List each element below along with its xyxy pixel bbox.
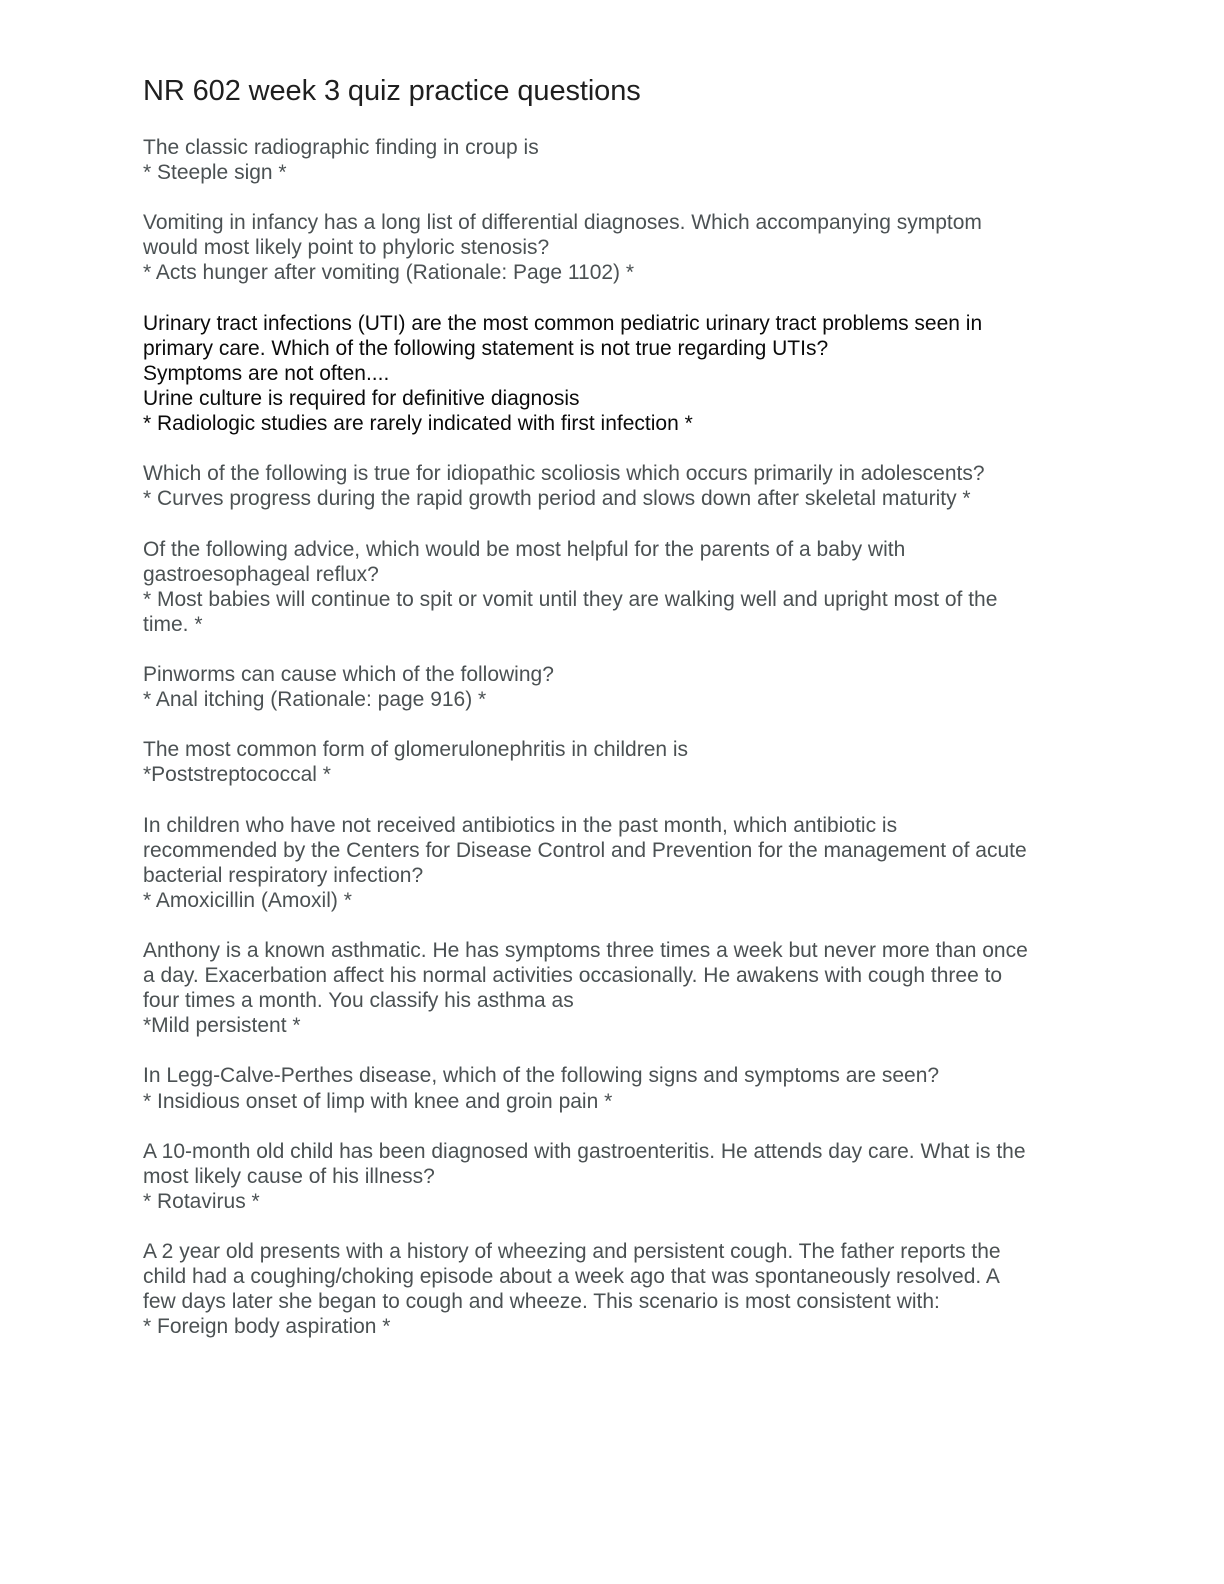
answer-line: *Mild persistent * (143, 1014, 301, 1038)
question-block (143, 210, 1103, 285)
question-block (143, 537, 1103, 637)
answer-line: * Acts hunger after vomiting (Rationale: Page 1102) * (143, 261, 635, 285)
question-line: time. * (143, 612, 203, 636)
answer-line: * Anal itching (Rationale: page 916) * (143, 688, 487, 712)
answer-line: * Amoxicillin (Amoxil) * (143, 888, 352, 912)
question-line: primary care. Which of the following statement is not true regarding UTIs? (143, 336, 829, 360)
answer-line: * Foreign body aspiration * (143, 1315, 391, 1339)
question-line: a day. Exacerbation affect his normal activities occasionally. He awakens with cough three to (143, 964, 1003, 988)
question-line: Which of the following is true for idiopathic scoliosis which occurs primarily in adolescents? (143, 462, 985, 486)
answer-line: * Most babies will continue to spit or vomit until they are walking well and upright most of the (143, 587, 998, 611)
answer-line: * Insidious onset of limp with knee and groin pain * (143, 1089, 613, 1113)
document-title: NR 602 week 3 quiz practice questions (143, 75, 641, 107)
question-block (143, 311, 1103, 436)
question-line: Anthony is a known asthmatic. He has symptoms three times a week but never more than once (143, 939, 1028, 962)
question-block (143, 1063, 1103, 1113)
question-line: The classic radiographic finding in croup is (143, 136, 539, 159)
question-line: four times a month. You classify his asthma as (143, 989, 574, 1013)
answer-line: * Steeple sign * (143, 161, 287, 185)
question-block (143, 938, 1103, 1038)
question-line: would most likely point to phyloric stenosis? (143, 236, 550, 260)
question-line: recommended by the Centers for Disease Control and Prevention for the management of acute (143, 838, 1027, 862)
question-line: Pinworms can cause which of the following? (143, 662, 554, 686)
question-block (143, 813, 1103, 913)
question-line: most likely cause of his illness? (143, 1164, 435, 1188)
question-block (143, 1139, 1103, 1214)
question-line: Vomiting in infancy has a long list of differential diagnoses. Which accompanying symptom (143, 211, 982, 235)
question-line: few days later she began to cough and wheeze. This scenario is most consistent with: (143, 1290, 940, 1314)
question-list (143, 135, 1103, 1365)
question-block (143, 662, 1103, 712)
question-line: Symptoms are not often.... (143, 361, 390, 385)
question-line: bacterial respiratory infection? (143, 863, 424, 887)
question-line: In Legg-Calve-Perthes disease, which of the following signs and symptoms are seen? (143, 1064, 940, 1088)
question-line: Of the following advice, which would be most helpful for the parents of a baby with (143, 537, 906, 561)
answer-line: * Rotavirus * (143, 1189, 260, 1213)
question-line: Urinary tract infections (UTI) are the most common pediatric urinary tract problems seen in (143, 311, 983, 335)
question-block (143, 135, 1103, 185)
question-line: gastroesophageal reflux? (143, 562, 379, 586)
question-block (143, 737, 1103, 787)
question-line: child had a coughing/choking episode about a week ago that was spontaneously resolved. A (143, 1265, 1000, 1289)
answer-line: * Radiologic studies are rarely indicated with first infection * (143, 412, 693, 436)
question-line: A 10-month old child has been diagnosed with gastroenteritis. He attends day care. What is the (143, 1139, 1026, 1163)
question-line: In children who have not received antibiotics in the past month, which antibiotic is (143, 813, 898, 837)
question-block (143, 1239, 1103, 1339)
question-line: A 2 year old presents with a history of wheezing and persistent cough. The father reports the (143, 1240, 1001, 1264)
question-block (143, 461, 1103, 511)
question-line: The most common form of glomerulonephritis in children is (143, 738, 689, 762)
question-line: Urine culture is required for definitive diagnosis (143, 386, 580, 410)
answer-line: * Curves progress during the rapid growth period and slows down after skeletal maturity * (143, 487, 971, 511)
answer-line: *Poststreptococcal * (143, 763, 331, 787)
